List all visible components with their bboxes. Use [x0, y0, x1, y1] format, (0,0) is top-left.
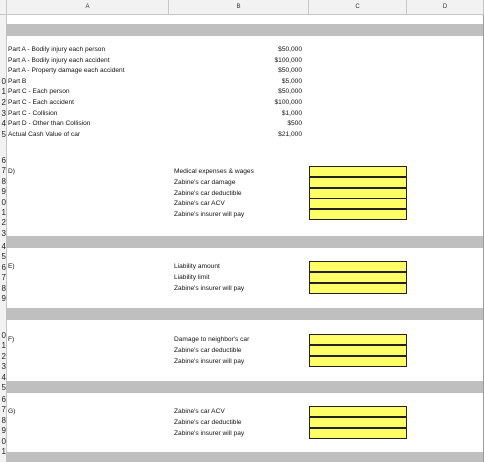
column-header-a[interactable]: A	[7, 0, 169, 14]
row-number[interactable]: 2	[1, 352, 6, 361]
row-number[interactable]: 4	[1, 242, 6, 251]
row-number[interactable]: 8	[1, 177, 6, 186]
item-label[interactable]: Zabine's car deductible	[174, 347, 242, 354]
row-number[interactable]: 3	[1, 229, 6, 238]
cell-b[interactable]: $50,000	[278, 67, 302, 74]
cell-a[interactable]: Part C - Collision	[8, 110, 58, 117]
item-label[interactable]: Liability limit	[174, 274, 210, 281]
column-header-b[interactable]: B	[169, 0, 309, 14]
answer-input-cell[interactable]	[309, 406, 407, 417]
table-row	[0, 86, 484, 97]
column-header-d[interactable]: D	[407, 0, 484, 14]
table-row	[0, 44, 484, 55]
section-label[interactable]: E)	[8, 263, 15, 270]
row-number[interactable]: 5	[1, 252, 6, 261]
row-number[interactable]: 3	[1, 109, 6, 118]
answer-input-cell[interactable]	[309, 272, 407, 283]
cell-a[interactable]: Part A - Property damage each accident	[8, 67, 125, 74]
separator-row	[6, 236, 484, 248]
row-number[interactable]: 0	[1, 77, 6, 86]
cell-b[interactable]: $100,000	[274, 99, 302, 106]
answer-input-cell[interactable]	[309, 177, 407, 188]
answer-input-cell[interactable]	[309, 198, 407, 209]
section-label[interactable]: G)	[8, 408, 16, 415]
item-label[interactable]: Damage to neighbor's car	[174, 336, 250, 343]
cell-b[interactable]: $100,000	[274, 57, 302, 64]
cell-b[interactable]: $5,000	[281, 78, 302, 85]
row-number[interactable]: 0	[1, 331, 6, 340]
table-row	[0, 129, 484, 140]
answer-input-cell[interactable]	[309, 166, 407, 177]
row-number[interactable]: 7	[1, 405, 6, 414]
item-label[interactable]: Zabine's insurer will pay	[174, 430, 245, 437]
row-number[interactable]: 1	[1, 341, 6, 350]
row-number[interactable]: 2	[1, 218, 6, 227]
column-header-row	[0, 0, 484, 15]
answer-input-cell[interactable]	[309, 261, 407, 272]
row-number[interactable]: 0	[1, 437, 6, 446]
item-label[interactable]: Zabine's car deductible	[174, 190, 242, 197]
answer-input-cell[interactable]	[309, 356, 407, 367]
cell-b[interactable]: $500	[287, 120, 302, 127]
row-number[interactable]: 6	[1, 395, 6, 404]
row-number[interactable]: 9	[1, 294, 6, 303]
item-label[interactable]: Zabine's insurer will pay	[174, 211, 245, 218]
item-label[interactable]: Liability amount	[174, 263, 220, 270]
separator-row	[6, 452, 484, 462]
cell-b[interactable]: $21,000	[278, 131, 302, 138]
answer-input-cell[interactable]	[309, 417, 407, 428]
cell-a[interactable]: Part C - Each accident	[8, 99, 74, 106]
select-all-corner[interactable]	[0, 0, 7, 14]
separator-row	[6, 308, 484, 320]
row-number[interactable]: 9	[1, 187, 6, 196]
row-number[interactable]: 1	[1, 447, 6, 456]
row-number[interactable]: 8	[1, 284, 6, 293]
cell-b[interactable]: $50,000	[278, 88, 302, 95]
row-number[interactable]: 7	[1, 166, 6, 175]
section-label[interactable]: D)	[8, 168, 15, 175]
cell-a[interactable]: Part C - Each person	[8, 88, 70, 95]
item-label[interactable]: Zabine's insurer will pay	[174, 358, 245, 365]
separator-row	[6, 381, 484, 393]
table-row	[0, 97, 484, 108]
item-label[interactable]: Medical expenses & wages	[174, 168, 254, 175]
item-label[interactable]: Zabine's car ACV	[174, 200, 225, 207]
row-number[interactable]: 4	[1, 373, 6, 382]
cell-b[interactable]: $1,000	[281, 110, 302, 117]
row-number[interactable]: 6	[1, 263, 6, 272]
separator-row	[6, 24, 484, 36]
answer-input-cell[interactable]	[309, 334, 407, 345]
item-label[interactable]: Zabine's insurer will pay	[174, 285, 245, 292]
answer-input-cell[interactable]	[309, 283, 407, 294]
row-number[interactable]: 3	[1, 362, 6, 371]
row-number[interactable]: 5	[1, 383, 6, 392]
cell-a[interactable]: Part D - Other than Collision	[8, 120, 91, 127]
cell-a[interactable]: Part B	[8, 78, 27, 85]
row-number[interactable]: 6	[1, 156, 6, 165]
row-number[interactable]: 7	[1, 273, 6, 282]
cell-a[interactable]: Actual Cash Value of car	[8, 131, 81, 138]
section-label[interactable]: F)	[8, 336, 15, 343]
answer-input-cell[interactable]	[309, 209, 407, 220]
row-number[interactable]: 8	[1, 416, 6, 425]
cell-a[interactable]: Part A - Bodily injury each accident	[8, 57, 110, 64]
row-number[interactable]: 1	[1, 87, 6, 96]
table-row	[0, 118, 484, 129]
cell-b[interactable]: $50,000	[278, 46, 302, 53]
cell-a[interactable]: Part A - Bodily injury each person	[8, 46, 106, 53]
row-number[interactable]: 5	[1, 130, 6, 139]
table-row	[0, 65, 484, 76]
row-number[interactable]: 0	[1, 198, 6, 207]
item-label[interactable]: Zabine's car ACV	[174, 408, 225, 415]
row-number[interactable]: 4	[1, 119, 6, 128]
row-number[interactable]: 9	[1, 426, 6, 435]
row-number[interactable]: 1	[1, 208, 6, 217]
answer-input-cell[interactable]	[309, 345, 407, 356]
item-label[interactable]: Zabine's car damage	[174, 179, 236, 186]
item-label[interactable]: Zabine's car deductible	[174, 419, 242, 426]
column-header-c[interactable]: C	[309, 0, 407, 14]
answer-input-cell[interactable]	[309, 428, 407, 439]
row-number[interactable]: 2	[1, 98, 6, 107]
